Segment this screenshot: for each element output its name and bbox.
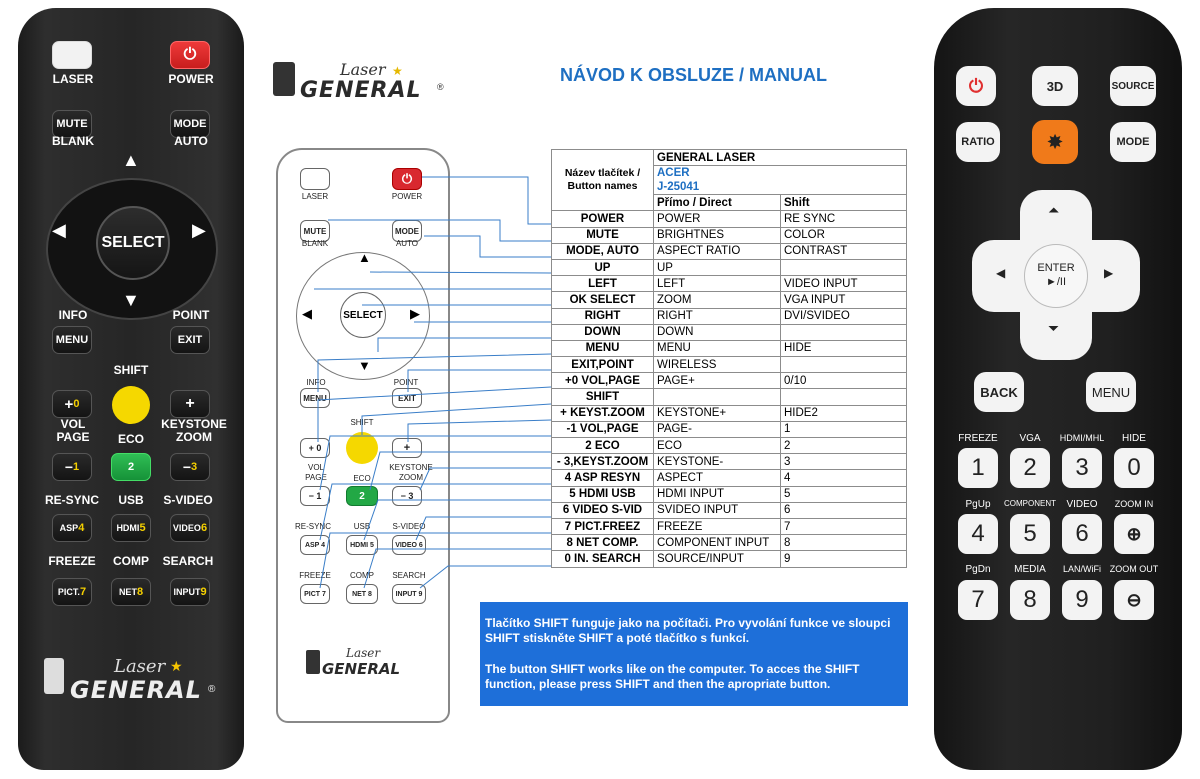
- d-minus-3-button[interactable]: − 3: [392, 486, 422, 506]
- d-brand-laser-text: Laser: [346, 646, 381, 660]
- page-title: NÁVOD K OBSLUZE / MANUAL: [560, 65, 827, 85]
- input-num: 9: [200, 586, 207, 598]
- zoom-out-icon: ⊖: [1126, 589, 1142, 610]
- input-text: INPUT: [173, 587, 201, 597]
- line-exit: [408, 370, 551, 392]
- button-name-cell: MENU: [552, 340, 654, 356]
- d-mode-button[interactable]: MODE: [392, 220, 422, 242]
- r-back-button[interactable]: BACK: [974, 372, 1024, 412]
- usb-label: USB: [118, 493, 144, 507]
- shift-cell: 2: [781, 438, 907, 454]
- shift-cell: RE SYNC: [781, 211, 907, 227]
- r-mode-button[interactable]: MODE: [1110, 122, 1156, 162]
- r-vga-label: VGA: [1019, 433, 1041, 444]
- shift-cell: VIDEO INPUT: [781, 276, 907, 292]
- mute-button[interactable]: MUTE: [52, 110, 92, 138]
- line-menu: [318, 354, 551, 392]
- asp-num: 4: [78, 522, 85, 534]
- button-name-cell: 4 ASP RESYN: [552, 470, 654, 486]
- shift-cell: [781, 324, 907, 340]
- shift-cell: HIDE: [781, 340, 907, 356]
- line-mute: [328, 220, 551, 241]
- button-name-cell: EXIT,POINT: [552, 357, 654, 373]
- d-freeze-label: FREEZE: [299, 571, 331, 580]
- r-video-label: VIDEO: [1066, 499, 1098, 510]
- d-menu-button[interactable]: MENU: [300, 388, 330, 408]
- svideo-label: S-VIDEO: [163, 493, 213, 507]
- logo-laser-text: Laser: [340, 60, 386, 79]
- d-down-arrow-icon[interactable]: ▼: [358, 358, 371, 373]
- blank-label: BLANK: [52, 134, 94, 148]
- r-keystone-down-icon[interactable]: ⏷: [1048, 320, 1060, 336]
- shift-cell: CONTRAST: [781, 243, 907, 259]
- shift-cell: 4: [781, 470, 907, 486]
- d-select-button[interactable]: SELECT: [340, 292, 386, 338]
- shift-cell: 9: [781, 551, 907, 567]
- brand-laser-text: Laser: [114, 656, 166, 677]
- r-freeze-label: FREEZE: [958, 433, 998, 444]
- d-shift-label: SHIFT: [350, 418, 374, 427]
- r-zoom-out-label: ZOOM OUT: [1109, 564, 1159, 574]
- r-enter-text: ENTER: [1037, 262, 1075, 274]
- r-0-button[interactable]: 0: [1114, 448, 1154, 488]
- r-3d-button[interactable]: 3D: [1032, 66, 1078, 106]
- table-row: [552, 405, 907, 421]
- shift-cell: 7: [781, 518, 907, 534]
- line-minus3: [420, 468, 551, 490]
- r-zoom-in-label: ZOOM IN: [1114, 499, 1154, 509]
- note-cz: Tlačítko SHIFT funguje jako na počítači. Pro vyvolání funkce ve sloupci SHIFT stiskněte SHIFT a poté tlačítko s funkcí.: [485, 616, 891, 645]
- freeze-label: FREEZE: [48, 554, 96, 568]
- table-row: [552, 535, 907, 551]
- zoom-text: ZOOM: [176, 430, 212, 444]
- hdmi-num: 5: [139, 522, 146, 534]
- shift-cell: 6: [781, 502, 907, 518]
- line-plus: [408, 420, 551, 442]
- d-left-arrow-icon[interactable]: ◀: [302, 306, 312, 321]
- direct-cell: SVIDEO INPUT: [654, 502, 781, 518]
- d-usb-label: USB: [353, 522, 371, 531]
- button-name-cell: POWER: [552, 211, 654, 227]
- up-arrow-icon[interactable]: ▲: [122, 150, 140, 170]
- brand-general-text: GENERAL: [70, 676, 202, 704]
- left-arrow-icon[interactable]: ◀: [52, 220, 66, 240]
- r-power-icon: ⏻: [968, 75, 984, 96]
- table-row: [552, 373, 907, 389]
- auto-label: AUTO: [174, 134, 208, 148]
- mode-button[interactable]: MODE: [170, 110, 210, 138]
- d-vol-text: VOL: [307, 463, 324, 472]
- minus1-sym: −: [64, 459, 74, 475]
- r-right-arrow-icon[interactable]: ▶: [1104, 266, 1114, 280]
- button-mapping-table: [551, 149, 907, 568]
- button-name-cell: 6 VIDEO S-VID: [552, 502, 654, 518]
- table-row: [552, 227, 907, 243]
- table-row: [552, 486, 907, 502]
- r-menu-button[interactable]: MENU: [1086, 372, 1136, 412]
- table-row: [552, 551, 907, 567]
- d-page-text: PAGE: [305, 473, 327, 482]
- d-brand-general-text: GENERAL: [322, 660, 401, 678]
- direct-cell: POWER: [654, 211, 781, 227]
- comp-label: COMP: [113, 554, 149, 568]
- header-model-2: J-25041: [657, 181, 700, 194]
- direct-cell: HDMI INPUT: [654, 486, 781, 502]
- power-label: POWER: [168, 72, 214, 86]
- r-hdmi-label: HDMI/MHL: [1059, 433, 1105, 443]
- eco-2-button[interactable]: 2: [111, 453, 151, 481]
- d-asp-4-button[interactable]: ASP 4: [300, 535, 330, 555]
- r-lanwifi-label: LAN/WiFi: [1063, 564, 1101, 574]
- header-model: [654, 166, 907, 195]
- table-row: [552, 243, 907, 259]
- line-mode: [424, 236, 551, 257]
- d-power-label: POWER: [391, 192, 423, 201]
- r-ratio-button[interactable]: RATIO: [956, 122, 1000, 162]
- line-asp: [320, 484, 551, 540]
- r-4-button[interactable]: 4: [958, 514, 998, 554]
- line-net: [364, 549, 551, 588]
- plus0-sym: +: [64, 395, 74, 413]
- shift-cell: HIDE2: [781, 405, 907, 421]
- d-keystone-text: KEYSTONE: [389, 463, 433, 472]
- button-name-cell: DOWN: [552, 324, 654, 340]
- r-hide-label: HIDE: [1122, 433, 1146, 444]
- plus0-num: 0: [73, 398, 80, 410]
- r-pgup-label: PgUp: [965, 499, 991, 510]
- direct-cell: DOWN: [654, 324, 781, 340]
- search-label: SEARCH: [162, 554, 214, 568]
- r-3-button[interactable]: 3: [1062, 448, 1102, 488]
- shift-cell: 5: [781, 486, 907, 502]
- direct-cell: UP: [654, 259, 781, 275]
- direct-cell: RIGHT: [654, 308, 781, 324]
- button-name-cell: LEFT: [552, 276, 654, 292]
- line-video: [416, 517, 551, 540]
- direct-cell: WIRELESS: [654, 357, 781, 373]
- direct-cell: PAGE-: [654, 421, 781, 437]
- button-name-cell: - 3,KEYST.ZOOM: [552, 454, 654, 470]
- net-num: 8: [136, 586, 144, 598]
- d-search-label: SEARCH: [392, 571, 426, 580]
- r-5-button[interactable]: 5: [1010, 514, 1050, 554]
- table-row: [552, 470, 907, 486]
- direct-cell: ZOOM: [654, 292, 781, 308]
- r-2-button[interactable]: 2: [1010, 448, 1050, 488]
- power-icon: ⏻: [183, 46, 197, 63]
- table-row: [552, 518, 907, 534]
- button-name-cell: MODE, AUTO: [552, 243, 654, 259]
- shift-cell: [781, 259, 907, 275]
- table-row: [552, 421, 907, 437]
- table-row: [552, 454, 907, 470]
- table-row: [552, 211, 907, 227]
- button-name-cell: 8 NET COMP.: [552, 535, 654, 551]
- right-arrow-icon[interactable]: ▶: [192, 220, 206, 240]
- down-arrow-icon[interactable]: ▼: [122, 290, 140, 310]
- direct-cell: LEFT: [654, 276, 781, 292]
- header-button-names: Název tlačítek / Button names: [552, 150, 654, 211]
- button-name-cell: +0 VOL,PAGE: [552, 373, 654, 389]
- resync-label: RE-SYNC: [44, 493, 99, 507]
- direct-cell: [654, 389, 781, 405]
- shift-note: [480, 602, 908, 706]
- direct-cell: KEYSTONE+: [654, 405, 781, 421]
- table-row: [552, 308, 907, 324]
- table-row: [552, 324, 907, 340]
- direct-cell: COMPONENT INPUT: [654, 535, 781, 551]
- table-header-row: [552, 150, 907, 166]
- vol-text: VOL: [60, 417, 86, 431]
- r-media-label: MEDIA: [1014, 564, 1046, 575]
- r-power-button[interactable]: [956, 66, 996, 106]
- d-point-label: POINT: [393, 378, 419, 387]
- table-row: [552, 438, 907, 454]
- d-input-9-button[interactable]: INPUT 9: [392, 584, 426, 604]
- d-mute-button[interactable]: MUTE: [300, 220, 330, 242]
- line-minus1: [320, 436, 551, 490]
- r-laser-icon: ✸: [1047, 131, 1063, 152]
- brand-reg-text: ®: [208, 684, 216, 695]
- d-svideo-label: S-VIDEO: [392, 522, 426, 531]
- direct-cell: BRIGHTNES: [654, 227, 781, 243]
- r-component-label: COMPONENT: [1004, 499, 1056, 508]
- d-resync-label: RE-SYNC: [294, 522, 331, 531]
- d-eco-2-button[interactable]: 2: [346, 486, 378, 506]
- d-exit-button[interactable]: EXIT: [392, 388, 422, 408]
- eco-label: ECO: [117, 432, 144, 446]
- r-1-button[interactable]: 1: [958, 448, 998, 488]
- keystone-text: KEYSTONE: [161, 417, 227, 431]
- d-power-icon: ⏻: [401, 171, 413, 186]
- table-row: [552, 340, 907, 356]
- r-enter-button[interactable]: [1024, 244, 1088, 308]
- r-9-button[interactable]: 9: [1062, 580, 1102, 620]
- direct-cell: MENU: [654, 340, 781, 356]
- d-hdmi-5-button[interactable]: HDMI 5: [346, 535, 378, 555]
- r-left-arrow-icon[interactable]: ◀: [996, 266, 1006, 280]
- direct-cell: PAGE+: [654, 373, 781, 389]
- shift-cell: COLOR: [781, 227, 907, 243]
- minus3-num: 3: [191, 461, 198, 473]
- direct-cell: ASPECT: [654, 470, 781, 486]
- shift-cell: DVI/SVIDEO: [781, 308, 907, 324]
- minus3-sym: −: [182, 459, 192, 475]
- d-plus-button[interactable]: +: [392, 438, 422, 458]
- d-plus-0-button[interactable]: + 0: [300, 438, 330, 458]
- r-zoom-out-button[interactable]: [1114, 580, 1154, 620]
- d-info-label: INFO: [306, 378, 326, 387]
- button-name-cell: -1 VOL,PAGE: [552, 421, 654, 437]
- button-name-cell: + KEYST.ZOOM: [552, 405, 654, 421]
- video-text: VIDEO: [172, 523, 201, 533]
- pict-num: 7: [79, 586, 87, 598]
- col-shift-header: Shift: [781, 195, 907, 211]
- video-num: 6: [200, 522, 208, 534]
- shift-cell: 0/10: [781, 373, 907, 389]
- hdmi-text: HDMI: [116, 523, 140, 533]
- d-laser-label: LASER: [301, 192, 329, 201]
- net-text: NET: [118, 587, 137, 597]
- direct-cell: SOURCE/INPUT: [654, 551, 781, 567]
- header-brand: GENERAL LASER: [654, 150, 907, 166]
- d-auto-label: AUTO: [395, 239, 419, 248]
- line-input: [420, 566, 551, 588]
- line-plus0: [318, 387, 551, 442]
- asp-text: ASP: [59, 523, 79, 533]
- header-model-1: ACER: [657, 167, 690, 180]
- shift-label: SHIFT: [113, 363, 149, 377]
- button-name-cell: UP: [552, 259, 654, 275]
- remote-photo-right: [934, 8, 1182, 770]
- table-row: [552, 389, 907, 405]
- shift-cell: 8: [781, 535, 907, 551]
- page-text: PAGE: [56, 430, 90, 444]
- logo-reg-text: ®: [437, 82, 444, 92]
- shift-cell: VGA INPUT: [781, 292, 907, 308]
- d-net-8-button[interactable]: NET 8: [346, 584, 378, 604]
- logo-star-icon: ★: [392, 64, 403, 78]
- button-name-cell: MUTE: [552, 227, 654, 243]
- line-power: [422, 177, 551, 224]
- button-name-cell: SHIFT: [552, 389, 654, 405]
- d-comp-label: COMP: [350, 571, 374, 580]
- select-button[interactable]: SELECT: [96, 206, 170, 280]
- d-up-arrow-icon[interactable]: ▲: [358, 250, 371, 265]
- line-shift: [362, 404, 551, 435]
- button-name-cell: 5 HDMI USB: [552, 486, 654, 502]
- r-6-button[interactable]: 6: [1062, 514, 1102, 554]
- shift-cell: [781, 357, 907, 373]
- d-zoom-text: ZOOM: [399, 473, 423, 482]
- direct-cell: KEYSTONE-: [654, 454, 781, 470]
- d-video-6-button[interactable]: VIDEO 6: [392, 535, 426, 555]
- minus1-num: 1: [73, 461, 80, 473]
- shift-cell: 3: [781, 454, 907, 470]
- line-hdmi: [364, 500, 551, 540]
- line-down: [378, 338, 551, 352]
- zoom-in-icon: ⊕: [1126, 523, 1142, 544]
- direct-cell: ECO: [654, 438, 781, 454]
- r-8-button[interactable]: 8: [1010, 580, 1050, 620]
- d-eco-label: ECO: [353, 474, 371, 483]
- table-row: [552, 502, 907, 518]
- exit-button[interactable]: EXIT: [170, 326, 210, 354]
- table-row: [552, 276, 907, 292]
- d-minus-1-button[interactable]: − 1: [300, 486, 330, 506]
- table-row: [552, 357, 907, 373]
- r-laser-button[interactable]: [1032, 120, 1078, 164]
- line-pict: [320, 533, 551, 588]
- r-source-button[interactable]: SOURCE: [1110, 66, 1156, 106]
- d-pict-7-button[interactable]: PICT 7: [300, 584, 330, 604]
- logo-general-text: GENERAL: [300, 78, 422, 103]
- keystone-plus-button[interactable]: +: [170, 390, 210, 418]
- d-blank-label: BLANK: [301, 239, 329, 248]
- d-right-arrow-icon[interactable]: ▶: [410, 306, 420, 321]
- direct-cell: ASPECT RATIO: [654, 243, 781, 259]
- shift-cell: [781, 389, 907, 405]
- r-pgdn-label: PgDn: [965, 564, 991, 575]
- button-name-cell: OK SELECT: [552, 292, 654, 308]
- star-icon: ★: [170, 658, 183, 674]
- table-row: [552, 292, 907, 308]
- button-name-cell: 0 IN. SEARCH: [552, 551, 654, 567]
- button-name-cell: 2 ECO: [552, 438, 654, 454]
- col-direct-header: Přímo / Direct: [654, 195, 781, 211]
- button-name-cell: 7 PICT.FREEZ: [552, 518, 654, 534]
- r-keystone-up-icon[interactable]: ⏶: [1048, 202, 1060, 218]
- r-play-text: ►/II: [1045, 276, 1067, 288]
- line-up: [370, 272, 551, 273]
- direct-cell: FREEZE: [654, 518, 781, 534]
- table-row: [552, 259, 907, 275]
- info-label: INFO: [58, 308, 88, 322]
- pict-text: PICT.: [57, 587, 80, 597]
- laser-label: LASER: [52, 72, 94, 86]
- r-zoom-in-button[interactable]: [1114, 514, 1154, 554]
- point-label: POINT: [172, 308, 210, 322]
- button-name-cell: RIGHT: [552, 308, 654, 324]
- note-en: The button SHIFT works like on the computer. To acces the SHIFT function, please press SHIFT and then the apropriate button.: [485, 662, 860, 691]
- menu-button[interactable]: MENU: [52, 326, 92, 354]
- shift-cell: 1: [781, 421, 907, 437]
- r-7-button[interactable]: 7: [958, 580, 998, 620]
